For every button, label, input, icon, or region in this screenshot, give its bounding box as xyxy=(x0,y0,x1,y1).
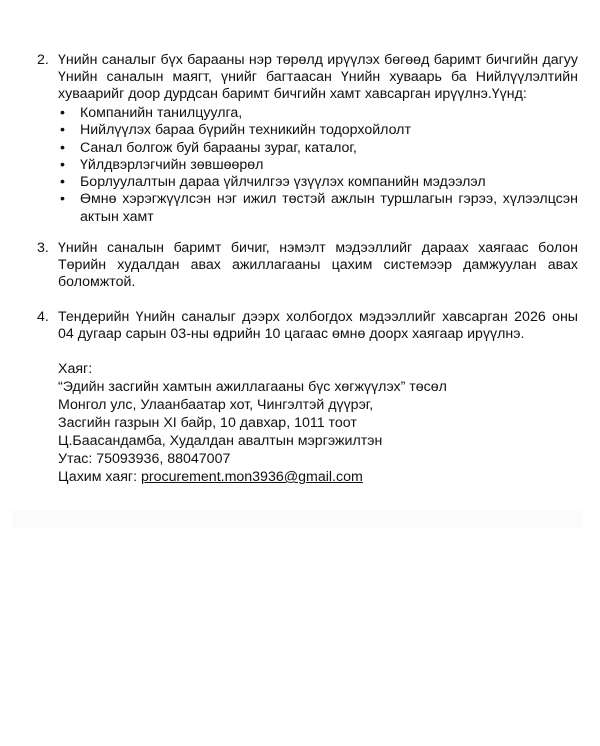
item-text-line: Үнийн саналын маягт, үнийг багтаасан Үнийн хуваарь ба Нийлүүлэлтийн xyxy=(58,69,578,85)
list-item-3 xyxy=(37,240,578,291)
page-edge-band xyxy=(12,510,582,528)
item-text-line: Төрийн худалдан авах ажиллагааны цахим системээр дамжуулан авах xyxy=(58,257,578,273)
item-text-line: 04 дугаар сарын 03-ны өдрийн 10 цагаас өмнө доорх хаягаар ирүүлнэ. xyxy=(58,326,525,342)
bullet-item xyxy=(37,174,578,191)
email-link[interactable]: procurement.mon3936@gmail.com xyxy=(140,469,363,485)
item-text-line: Тендерийн Үнийн саналыг дээрх холбогдох мэдээллийг хавсарган 2026 оны xyxy=(58,309,578,325)
bullet-icon: • xyxy=(60,191,65,208)
bullet-text: Санал болгож буй барааны зураг, каталог, xyxy=(80,139,357,156)
item-number: 2. xyxy=(37,52,49,68)
bullet-icon: • xyxy=(60,122,65,139)
item-number: 4. xyxy=(37,309,49,325)
bullet-text: Өмнө хэрэгжүүлсэн нэг ижил төстэй ажлын туршлагын гэрээ, хүлээлцсэн актын хамт xyxy=(80,191,578,225)
bullet-item xyxy=(37,157,578,174)
bullet-icon: • xyxy=(60,139,65,156)
address-block xyxy=(58,360,447,486)
item-text-line: Үнийн саналын баримт бичиг, нэмэлт мэдээллийг дараах хаягаас болон xyxy=(58,240,578,256)
bullet-icon: • xyxy=(60,174,65,191)
requirements-list xyxy=(37,105,578,226)
item-number: 3. xyxy=(37,240,49,256)
bullet-icon: • xyxy=(60,156,65,173)
address-building: Засгийн газрын XI байр, 10 давхар, 1011 тоот xyxy=(58,415,357,431)
bullet-text: Нийлүүлэх бараа бүрийн техникийн тодорхойлолт xyxy=(80,122,411,139)
email-label: Цахим хаяг: xyxy=(58,469,141,485)
bullet-text: Үйлдвэрлэгчийн зөвшөөрөл xyxy=(80,156,264,173)
list-item-4 xyxy=(37,309,578,343)
item-text-line: хуваарийг доор дурдсан баримт бичгийн хамт хавсарган ирүүлнэ.Үүнд: xyxy=(58,86,527,102)
bullet-item xyxy=(37,191,578,226)
bullet-icon: • xyxy=(60,105,65,121)
item-text-line: Үнийн саналыг бүх барааны нэр төрөлд ирүүлэх бөгөөд баримт бичгийн дагуу xyxy=(58,52,578,68)
address-phone: Утас: 75093936, 88047007 xyxy=(58,451,231,467)
list-item-2 xyxy=(37,52,578,226)
item-text-line: боломжтой. xyxy=(58,274,136,290)
bullet-item xyxy=(37,105,578,122)
address-city: Монгол улс, Улаанбаатар хот, Чингэлтэй дүүрэг, xyxy=(58,397,374,413)
bullet-item xyxy=(37,140,578,157)
bullet-item xyxy=(37,122,578,139)
address-email-row xyxy=(58,468,447,486)
address-label: Хаяг: xyxy=(58,361,93,377)
address-project: “Эдийн засгийн хамтын ажиллагааны бүс хөгжүүлэх” төсөл xyxy=(58,379,447,395)
bullet-text: Борлуулалтын дараа үйлчилгээ үзүүлэх компанийн мэдээлэл xyxy=(80,174,486,191)
address-contact: Ц.Баасандамба, Худалдан авалтын мэргэжилтэн xyxy=(58,433,383,449)
bullet-text: Компанийн танилцуулга, xyxy=(80,105,243,121)
